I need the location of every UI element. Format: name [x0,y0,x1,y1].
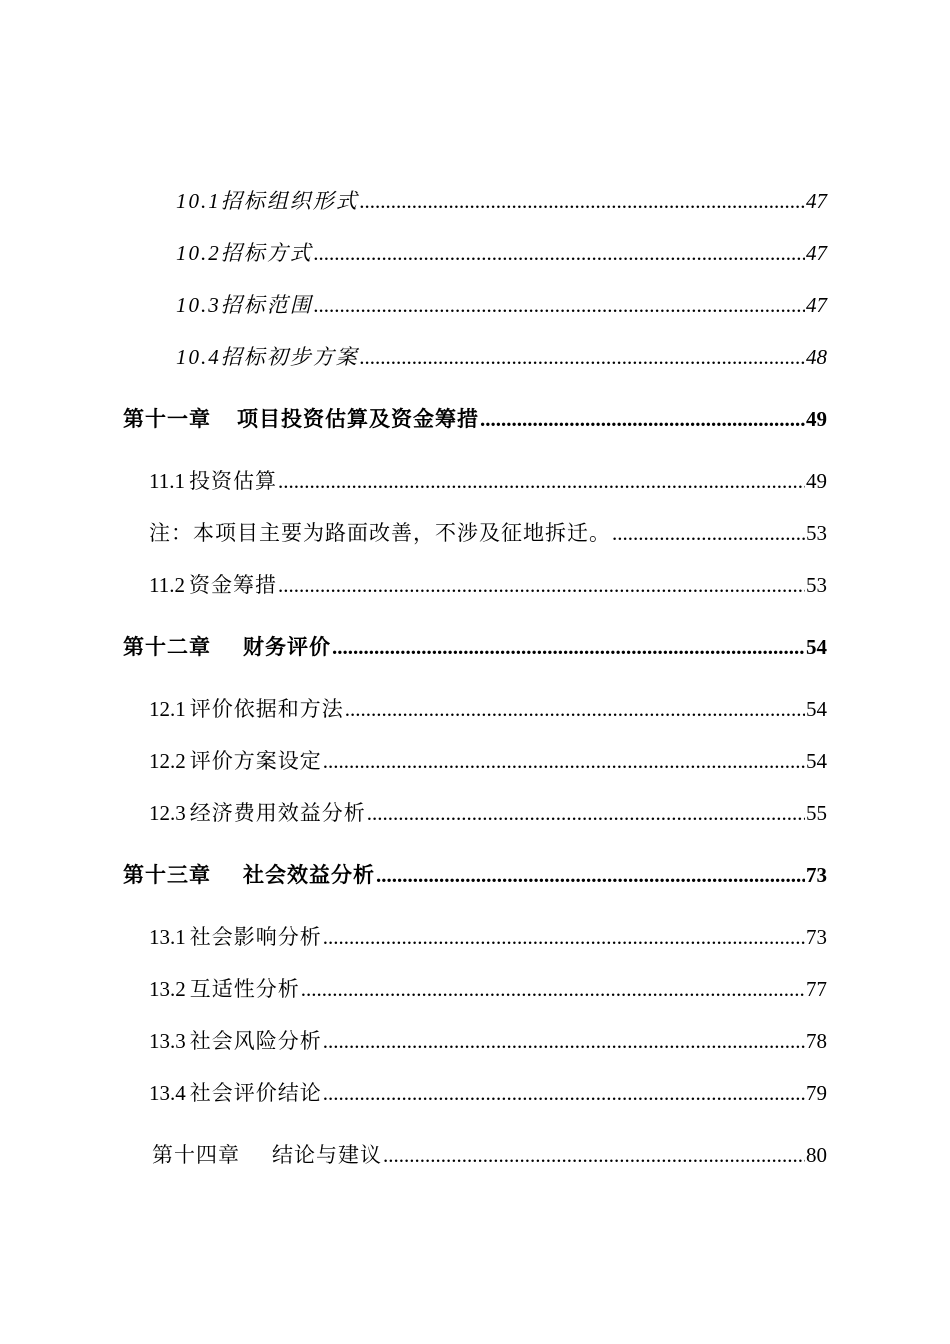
toc-entry-label: 13.3 社会风险分析 [149,1029,322,1053]
toc-chapter-14[interactable] [152,1140,827,1170]
toc-leader-dots [323,1026,805,1056]
toc-leader-dots [314,290,805,320]
toc-entry-label: 12.1 评价依据和方法 [149,697,344,721]
toc-leader-dots [345,694,805,724]
toc-page-number: 80 [806,1143,827,1167]
toc-entry-note[interactable] [149,518,827,548]
toc-entry-10-3[interactable] [176,290,827,320]
toc-leader-dots [323,746,805,776]
toc-chapter-11[interactable] [123,404,827,434]
toc-entry-13-3[interactable] [149,1026,827,1056]
toc-leader-dots [278,466,805,496]
toc-entry-13-2[interactable] [149,974,827,1004]
toc-page-number: 49 [806,407,827,431]
toc-entry-label: 13.1 社会影响分析 [149,925,322,949]
toc-entry-label: 11.1 投资估算 [149,469,277,493]
toc-entry-label: 11.2 资金筹措 [149,573,277,597]
toc-entry-label: 第十二章 财务评价 [123,635,331,659]
toc-entry-label: 10.4招标初步方案 [176,345,359,369]
toc-chapter-12[interactable] [123,632,827,662]
toc-page-number: 47 [806,293,827,317]
toc-page-number: 47 [806,189,827,213]
toc-entry-11-1[interactable] [149,466,827,496]
toc-entry-10-1[interactable] [176,186,827,216]
toc-page-number: 77 [806,977,827,1001]
toc-page-number: 48 [806,345,827,369]
toc-page-number: 47 [806,241,827,265]
toc-page-number: 55 [806,801,827,825]
toc-page-number: 53 [806,521,827,545]
toc-entry-12-1[interactable] [149,694,827,724]
toc-entry-12-2[interactable] [149,746,827,776]
toc-entry-label: 10.3招标范围 [176,293,313,317]
toc-entry-10-4[interactable] [176,342,827,372]
toc-entry-label: 10.1招标组织形式 [176,189,359,213]
toc-page-number: 78 [806,1029,827,1053]
toc-chapter-13[interactable] [123,860,827,890]
toc-leader-dots [383,1140,805,1170]
toc-entry-11-2[interactable] [149,570,827,600]
toc-entry-label: 12.3 经济费用效益分析 [149,801,366,825]
toc-entry-label: 第十一章 项目投资估算及资金筹措 [123,407,479,431]
toc-entry-label: 12.2 评价方案设定 [149,749,322,773]
toc-entry-label: 第十四章 结论与建议 [152,1143,382,1167]
toc-entry-10-2[interactable] [176,238,827,268]
toc-leader-dots [360,342,805,372]
toc-page-number: 73 [806,925,827,949]
toc-entry-13-1[interactable] [149,922,827,952]
toc-page-number: 79 [806,1081,827,1105]
toc-leader-dots [612,518,805,548]
toc-leader-dots [360,186,805,216]
toc-page-number: 54 [806,749,827,773]
toc-page-number: 53 [806,573,827,597]
toc-page-number: 73 [806,863,827,887]
toc-leader-dots [376,860,805,890]
toc-leader-dots [323,922,805,952]
toc-entry-13-4[interactable] [149,1078,827,1108]
toc-entry-label: 13.4 社会评价结论 [149,1081,322,1105]
toc-leader-dots [314,238,805,268]
toc-leader-dots [480,404,805,434]
toc-leader-dots [332,632,805,662]
toc-leader-dots [367,798,805,828]
toc-leader-dots [301,974,805,1004]
toc-page-number: 49 [806,469,827,493]
toc-leader-dots [323,1078,805,1108]
toc-entry-label: 13.2 互适性分析 [149,977,300,1001]
toc-page-number: 54 [806,697,827,721]
toc-entry-12-3[interactable] [149,798,827,828]
toc-entry-label: 注：本项目主要为路面改善，不涉及征地拆迁。 [149,521,611,545]
toc-entry-label: 第十三章 社会效益分析 [123,863,375,887]
toc-entry-label: 10.2招标方式 [176,241,313,265]
toc-leader-dots [278,570,805,600]
toc-page-number: 54 [806,635,827,659]
